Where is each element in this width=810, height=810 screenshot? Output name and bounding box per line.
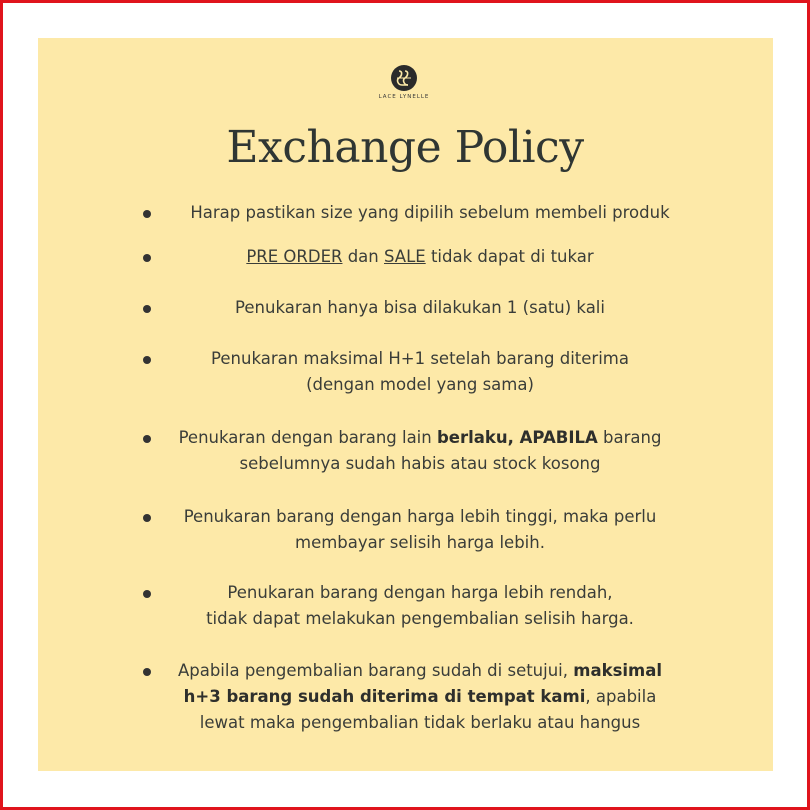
brand-name: LACE LYNELLE (378, 94, 430, 100)
policy-item-3: Penukaran hanya bisa dilakukan 1 (satu) kali (235, 298, 605, 317)
page-title: Exchange Policy (226, 122, 584, 173)
policy-item-4: Penukaran maksimal H+1 setelah barang diterima (dengan model yang sama) (211, 349, 629, 394)
policy-item-1: Harap pastikan size yang dipilih sebelum membeli produk (190, 203, 670, 222)
policy-item-8: Apabila pengembalian barang sudah di setujui, maksimal h+3 barang sudah diterima di tempat kami, apabila lewat maka pengembalian tidak berlaku atau hangus (177, 661, 663, 732)
policy-item-7: Penukaran barang dengan harga lebih rendah, tidak dapat melakukan pengembalian selisih harga. (206, 583, 634, 628)
policy-item-5: Penukaran dengan barang lain berlaku, APABILA barang sebelumnya sudah habis atau stock kosong (178, 428, 662, 473)
logo-monogram-icon (390, 64, 418, 92)
policy-item-6: Penukaran barang dengan harga lebih tinggi, maka perlu membayar selisih harga lebih. (183, 507, 657, 552)
brand-logo (373, 64, 435, 100)
policy-item-2: PRE ORDER dan SALE tidak dapat di tukar (246, 247, 594, 266)
bullet (143, 210, 151, 218)
